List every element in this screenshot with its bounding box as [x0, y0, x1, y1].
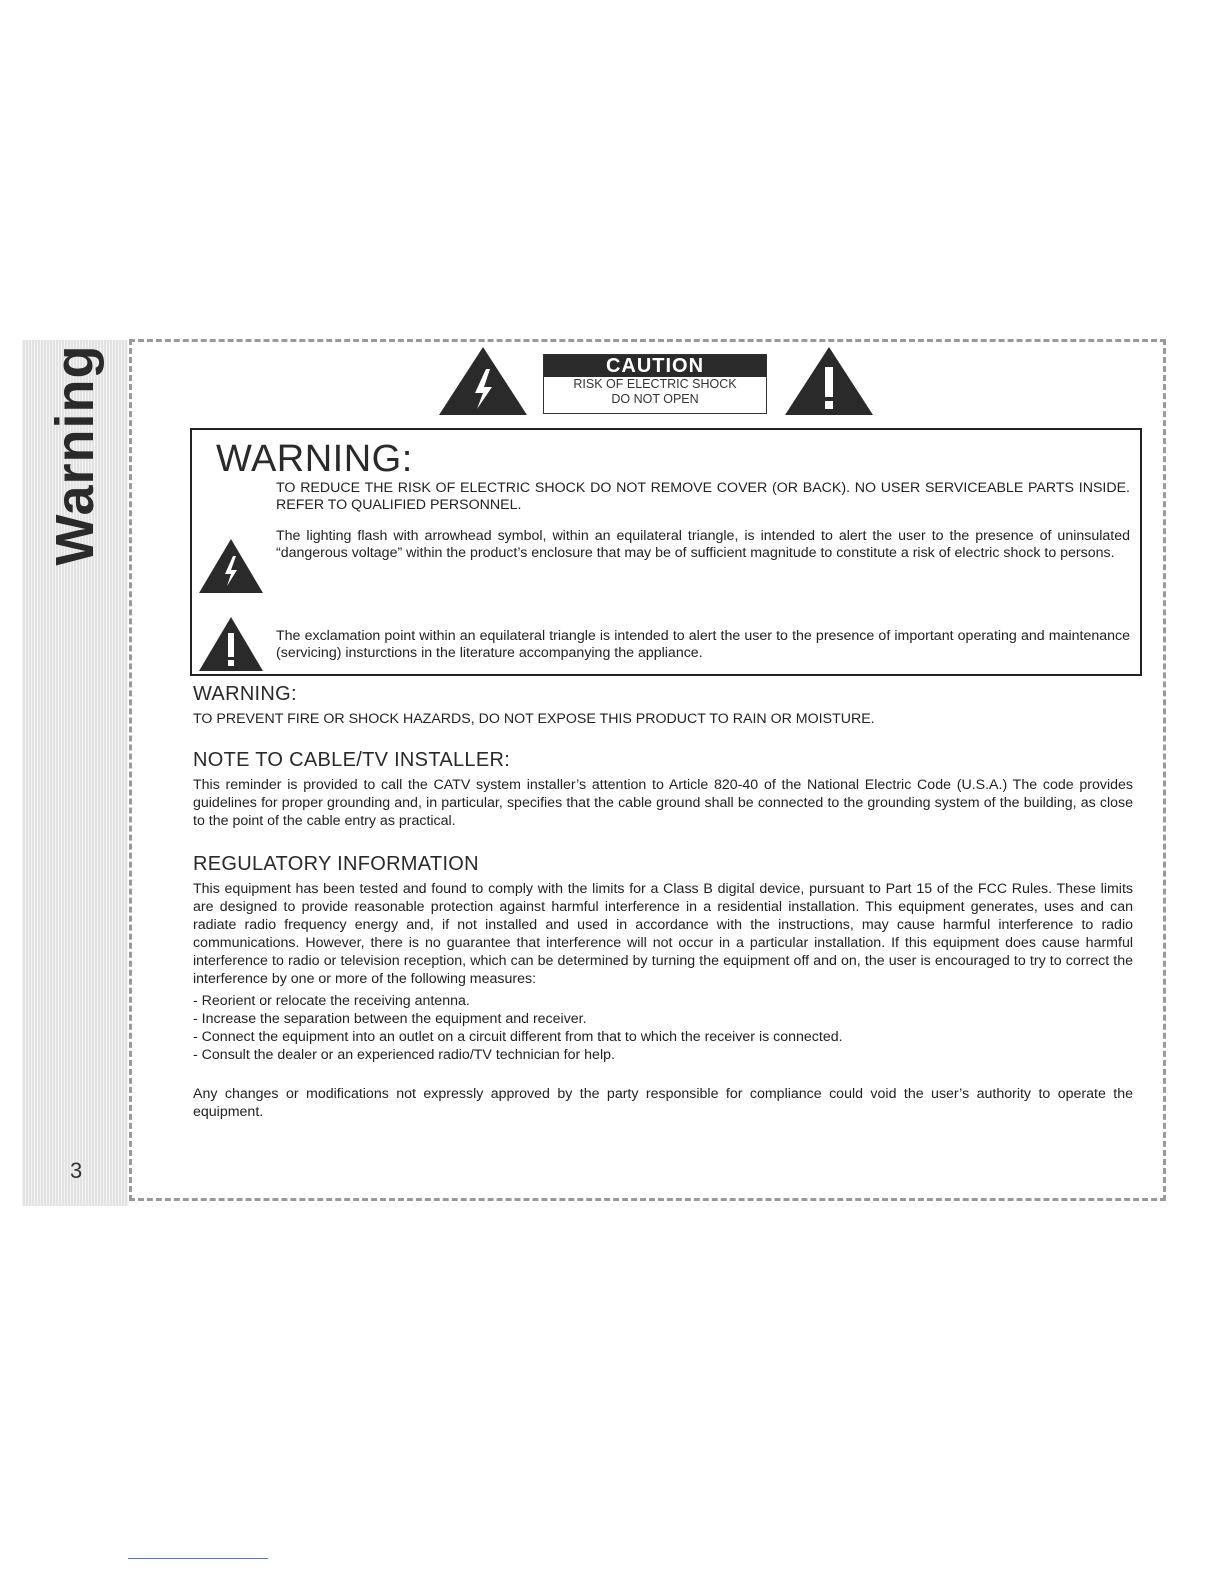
regulatory-heading: REGULATORY INFORMATION: [193, 853, 479, 875]
cable-installer-heading: NOTE TO CABLE/TV INSTALLER:: [193, 749, 511, 771]
regulatory-closing: Any changes or modifications not expressly approved by the party responsible for compliance could void the user’s authority to operate the equipment.: [193, 1086, 1133, 1120]
caution-line-1: RISK OF ELECTRIC SHOCK: [573, 377, 737, 391]
exclamation-description: The exclamation point within an equilateral triangle is intended to alert the user to the presence of important operating and maintenance (servicing) insturctions in the literature accompanying the appliance.: [276, 628, 1130, 661]
regulatory-text: This equipment has been tested and found to comply with the limits for a Class B digital device, pursuant to Part 15 of the FCC Rules. These limits are designed to provide reasonable protection against harmful interference in a residential installation. This equipment generates, uses and can radiate radio frequency energy and, if not installed and used in accordance with the instructions, may cause harmful interference to radio communications. However, there is no guarantee that interference will not occur in a particular installation. If this equipment does cause harmful interference to radio or television reception, which can be determined by turning the equipment off and on, the user is encouraged to try to correct the interference by one or more of the following measures:: [193, 881, 1133, 987]
lightning-warning-icon: [437, 345, 529, 417]
page-number: 3: [70, 1158, 83, 1183]
cable-installer-text: This reminder is provided to call the CATV system installer’s attention to Article 820-40 of the National Electric Code (U.S.A.) The code provides guidelines for proper grounding and, in particular, specifies that the cable ground shall be connected to the grounding system of the building, as close to the point of the cable entry as practical.: [193, 777, 1133, 829]
lightning-description: The lighting flash with arrowhead symbol, within an equilateral triangle, is intended to alert the user to the presence of uninsulated “dangerous voltage” within the product’s enclosure that may be of sufficient magnitude to constitute a risk of electric shock to persons.: [276, 528, 1130, 561]
exclamation-warning-icon: [783, 345, 875, 417]
caution-label-box: [543, 354, 767, 414]
list-item: - Increase the separation between the equipment and receiver.: [193, 1011, 587, 1027]
caution-label: CAUTION: [544, 355, 766, 377]
list-item: - Consult the dealer or an experienced radio/TV technician for help.: [193, 1047, 615, 1063]
side-tab-title: Warning: [45, 344, 105, 566]
warning-main-text: TO REDUCE THE RISK OF ELECTRIC SHOCK DO NOT REMOVE COVER (OR BACK). NO USER SERVICEABLE PARTS INSIDE. REFER TO QUALIFIED PERSONNEL.: [276, 480, 1130, 513]
warning-heading: WARNING:: [193, 683, 297, 705]
exclamation-icon: [198, 616, 264, 672]
footer-rule: [128, 1558, 268, 1559]
list-item: - Connect the equipment into an outlet on a circuit different from that to which the receiver is connected.: [193, 1029, 843, 1045]
warning-text: TO PREVENT FIRE OR SHOCK HAZARDS, DO NOT EXPOSE THIS PRODUCT TO RAIN OR MOISTURE.: [193, 711, 875, 727]
warning-box: [190, 428, 1142, 676]
caution-line-2: DO NOT OPEN: [611, 392, 699, 406]
list-item: - Reorient or relocate the receiving antenna.: [193, 993, 470, 1009]
lightning-icon: [198, 538, 264, 594]
measures-list: [193, 992, 843, 1064]
warning-box-title: WARNING:: [216, 438, 413, 480]
